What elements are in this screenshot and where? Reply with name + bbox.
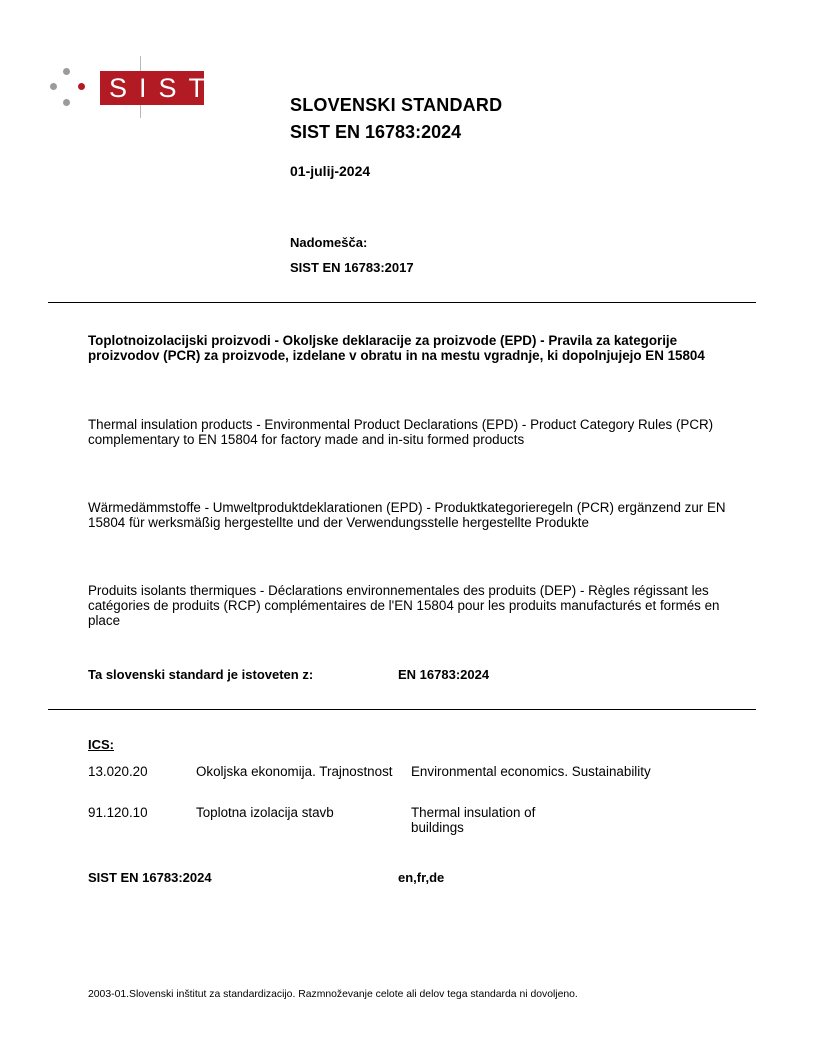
- identical-value: EN 16783:2024: [398, 667, 490, 682]
- ics-description-en: Environmental economics. Sustainability: [411, 764, 651, 779]
- publication-date: 01-julij-2024: [290, 163, 371, 179]
- logo-dot-icon: [78, 83, 85, 90]
- logo-dot-icon: [63, 99, 70, 106]
- divider: [48, 302, 756, 303]
- ics-code: 91.120.10: [88, 805, 148, 820]
- logo-dot-icon: [50, 83, 57, 90]
- ics-description-sl: Toplotna izolacija stavb: [196, 805, 334, 820]
- standard-code: SIST EN 16783:2024: [290, 122, 462, 142]
- title-french: Produits isolants thermiques - Déclarations environnementales des produits (DEP) - Règles régissant les catégories de produits (RCP) complémentaires de l'EN 15804 pour les produits manufacturés et formés en place: [88, 583, 720, 628]
- ics-heading: ICS:: [88, 737, 114, 752]
- title-slovenian: Toplotnoizolacijski proizvodi - Okoljske deklaracije za proizvode (EPD) - Pravila za kategorije proizvodov (PCR) za proizvode, izdelane v obratu in na mestu vgradnje, ki dopolnjujejo EN 15804: [88, 333, 705, 363]
- ics-description-sl: Okoljska ekonomija. Trajnostnost: [196, 764, 393, 779]
- divider: [48, 709, 756, 710]
- replaces-value: SIST EN 16783:2017: [290, 260, 414, 275]
- logo-dot-icon: [63, 68, 70, 75]
- logo-wordmark: SIST: [100, 71, 204, 105]
- identical-label: Ta slovenski standard je istoveten z:: [88, 667, 314, 682]
- document-type-title: SLOVENSKI STANDARD: [290, 95, 503, 115]
- footer-standard-code: SIST EN 16783:2024: [88, 870, 212, 885]
- ics-description-en: Thermal insulation of buildings: [411, 805, 536, 835]
- copyright-notice: 2003-01.Slovenski inštitut za standardizacijo. Razmnoževanje celote ali delov tega standarda ni dovoljeno.: [88, 989, 578, 1000]
- replaces-label: Nadomešča:: [290, 235, 368, 250]
- footer-languages: en,fr,de: [398, 870, 445, 885]
- title-english: Thermal insulation products - Environmental Product Declarations (EPD) - Product Category Rules (PCR) complementary to EN 15804 for factory made and in-situ formed products: [88, 417, 714, 447]
- title-german: Wärmedämmstoffe - Umweltproduktdeklarationen (EPD) - Produktkategorieregeln (PCR) ergänzend zur EN 15804 für werksmäßig hergestellte und der Verwendungsstelle hergestellte Produkte: [88, 500, 726, 530]
- ics-code: 13.020.20: [88, 764, 148, 779]
